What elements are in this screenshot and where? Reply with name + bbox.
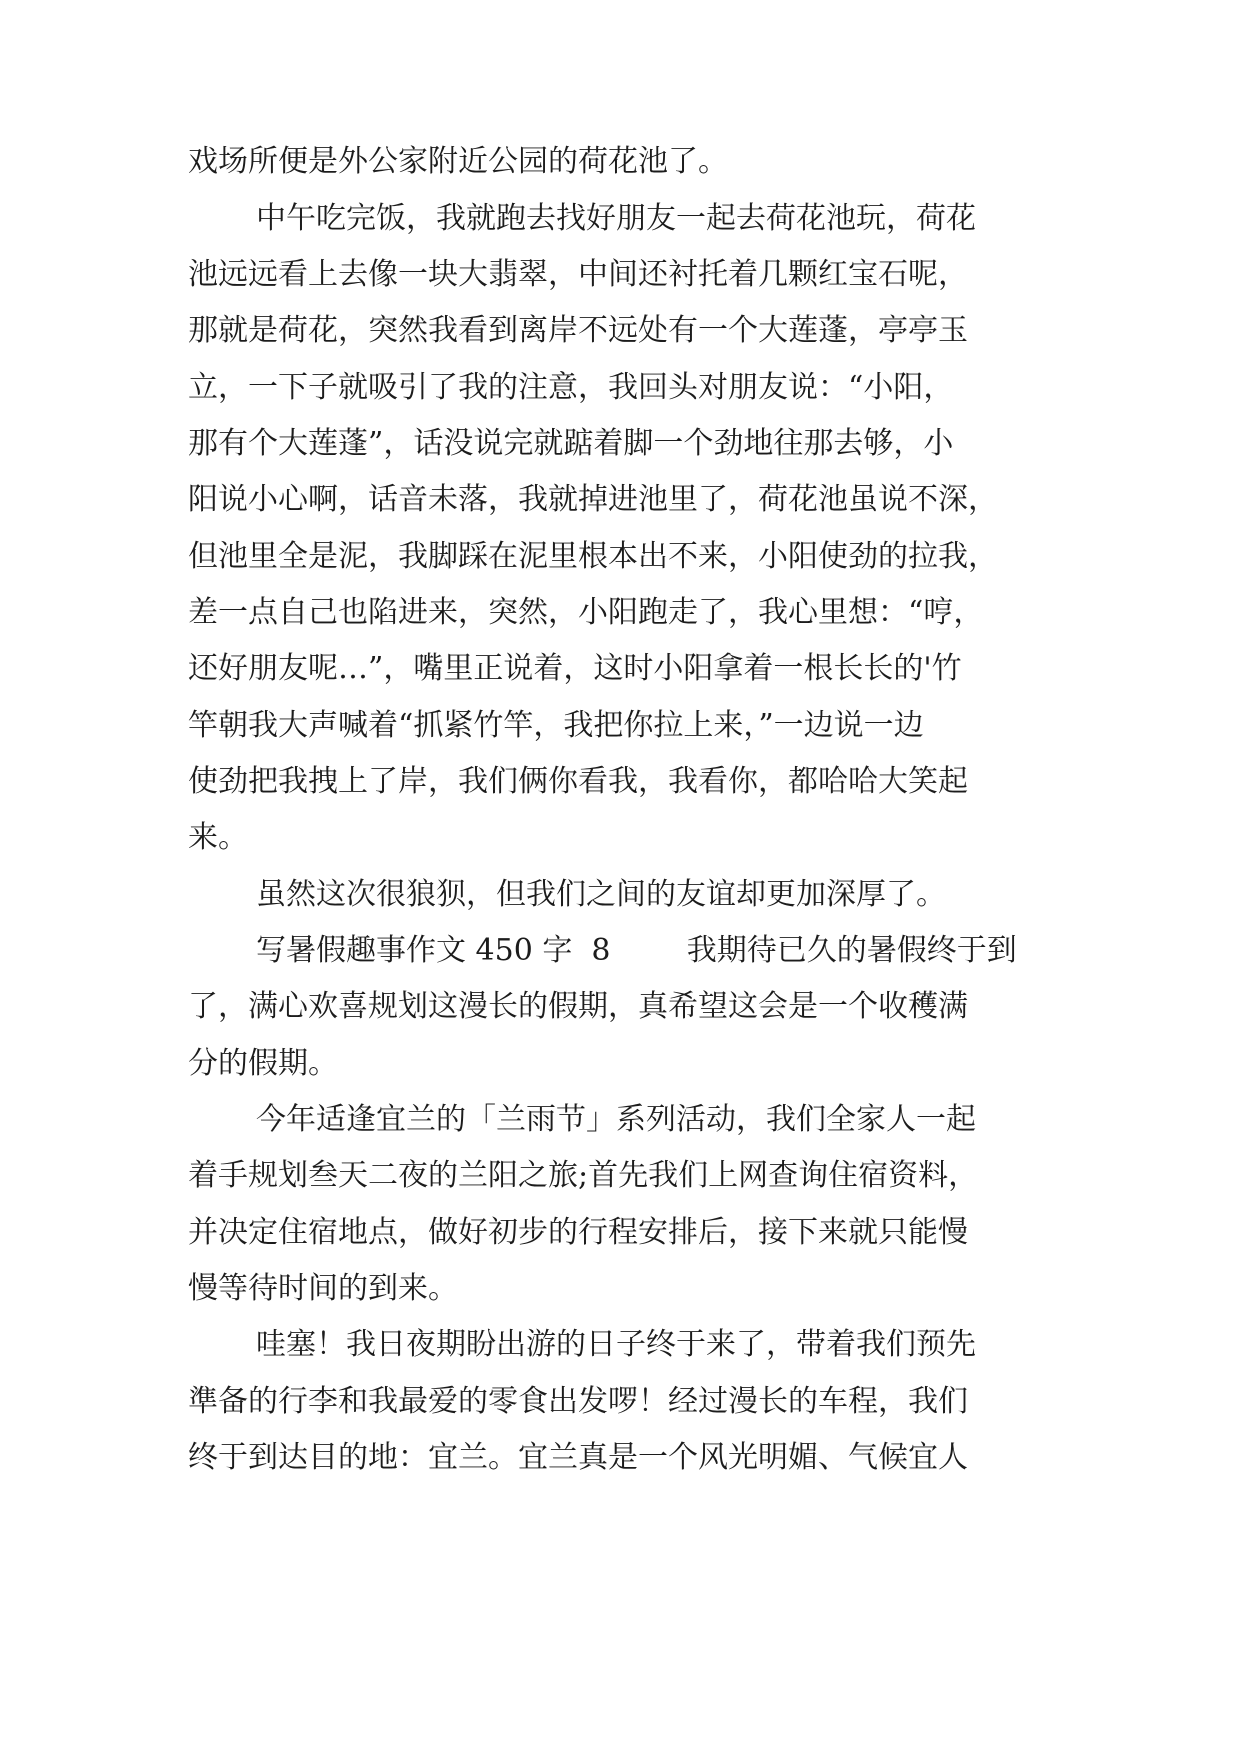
text-line: 戏场所便是外公家附近公园的荷花池了。 — [188, 144, 728, 179]
text-line: 竿朝我大声喊着“抓紧竹竿，我把你拉上来，”一边说一边 — [188, 708, 924, 743]
paragraph-first-line: 写暑假趣事作文 450 字 8 我期待已久的暑假终于到 — [256, 933, 1017, 968]
text-line: 慢等待时间的到来。 — [188, 1271, 458, 1306]
paragraph-first-line: 哇塞！我日夜期盼出游的日子终于来了，带着我们预先 — [256, 1327, 976, 1362]
text-line: 準备的行李和我最爱的零食出发啰！经过漫长的车程，我们 — [188, 1384, 968, 1419]
text-line: 着手规划叁天二夜的兰阳之旅;首先我们上网查询住宿资料， — [188, 1158, 979, 1193]
text-line: 了，满心欢喜规划这漫长的假期，真希望这会是一个收穫满 — [188, 989, 968, 1024]
paragraph-first-line: 虽然这次很狼狈，但我们之间的友谊却更加深厚了。 — [256, 877, 946, 912]
text-line: 并决定住宿地点，做好初步的行程安排后，接下来就只能慢 — [188, 1215, 968, 1250]
paragraph-first-line: 中午吃完饭，我就跑去找好朋友一起去荷花池玩，荷花 — [256, 201, 976, 236]
text-line: 还好朋友呢…”，嘴里正说着，这时小阳拿着一根长长的'竹 — [188, 651, 962, 686]
text-line: 终于到达目的地：宜兰。宜兰真是一个风光明媚、气候宜人 — [188, 1440, 968, 1475]
text-line: 但池里全是泥，我脚踩在泥里根本出不来，小阳使劲的拉我， — [188, 539, 998, 574]
text-line: 来。 — [188, 820, 248, 855]
text-line: 阳说小心啊，话音未落，我就掉进池里了，荷花池虽说不深， — [188, 482, 998, 517]
text-line: 使劲把我拽上了岸，我们俩你看我，我看你，都哈哈大笑起 — [188, 764, 968, 799]
text-line: 那有个大莲蓬”，话没说完就踮着脚一个劲地往那去够，小 — [188, 426, 954, 461]
text-line: 分的假期。 — [188, 1046, 338, 1081]
text-line: 差一点自己也陷进来，突然，小阳跑走了，我心里想：“哼， — [188, 595, 984, 630]
text-line: 池远远看上去像一块大翡翠，中间还衬托着几颗红宝石呢， — [188, 257, 968, 292]
text-line: 立，一下子就吸引了我的注意，我回头对朋友说：“小阳， — [188, 370, 954, 405]
text-line: 那就是荷花，突然我看到离岸不远处有一个大莲蓬，亭亭玉 — [188, 313, 968, 348]
paragraph-first-line: 今年适逢宜兰的「兰雨节」系列活动，我们全家人一起 — [256, 1102, 976, 1137]
